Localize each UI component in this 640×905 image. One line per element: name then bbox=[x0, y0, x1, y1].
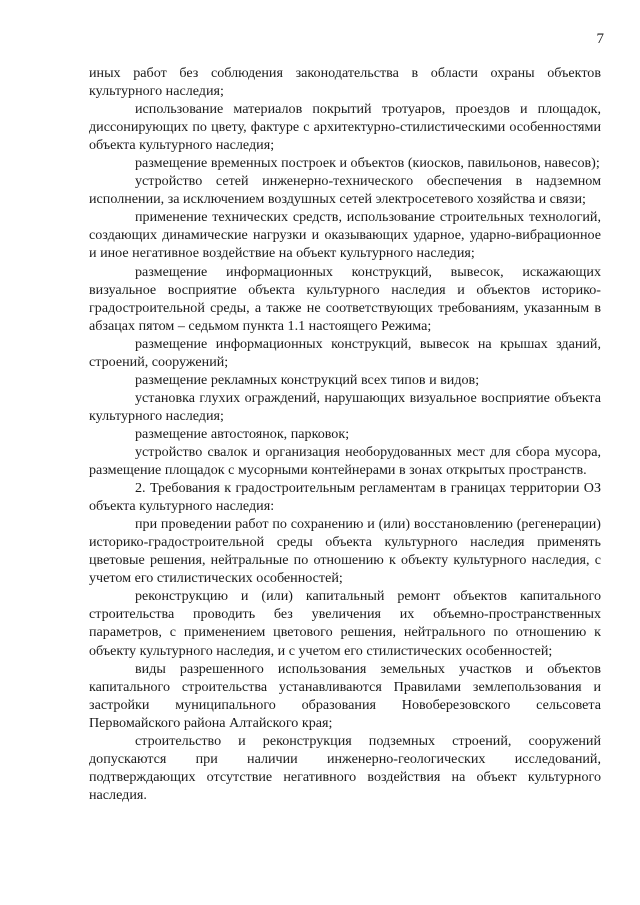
paragraph-waste: устройство свалок и организация необорудованных мест для сбора мусора, размещение площадок с мусорными контейнерами в зонах открытых пространств. bbox=[89, 443, 601, 479]
document-body bbox=[89, 64, 601, 804]
paragraph-information-structures: размещение информационных конструкций, вывесок, искажающих визуальное восприятие объекта культурного наследия и объектов историко-градостроительной среды, а также не соответствующих требованиям, указанным в абзацах пятом – седьмом пункта 1.1 настоящего Режима; bbox=[89, 263, 601, 334]
paragraph-technical-means: применение технических средств, использование строительных технологий, создающих динамические нагрузки и оказывающих ударное, ударно-вибрационное и иное негативное воздействие на объект культурного наследия; bbox=[89, 209, 601, 262]
paragraph-roof-signs: размещение информационных конструкций, вывесок на крышах зданий, строений, сооружений; bbox=[89, 335, 601, 370]
paragraph-underground: строительство и реконструкция подземных строений, сооружений допускаются при наличии инженерно-геологических исследований, подтверждающих отсутствие негативного воздействия на объект культурного наследия. bbox=[89, 732, 601, 803]
paragraph-color-solutions: при проведении работ по сохранению и (или) восстановлению (регенерации) историко-градостроительной среды объекта культурного наследия применять цветовые решения, нейтральные по отношению к объекту культурного наследия, с учетом его стилистических особенностей; bbox=[89, 516, 601, 587]
paragraph-advertising: размещение рекламных конструкций всех типов и видов; bbox=[135, 371, 480, 388]
paragraph-parking: размещение автостоянок, парковок; bbox=[135, 425, 350, 442]
paragraph-temporary-buildings: размещение временных построек и объектов (киосков, павильонов, навесов); bbox=[135, 155, 600, 172]
paragraph-fences: установка глухих ограждений, нарушающих визуальное восприятие объекта культурного наследия; bbox=[89, 389, 601, 424]
page-number: 7 bbox=[596, 31, 604, 47]
paragraph-continuation: иных работ без соблюдения законодательства в области охраны объектов культурного наследия; bbox=[89, 65, 601, 100]
paragraph-reconstruction: реконструкцию и (или) капитальный ремонт объектов капитального строительства проводить без увеличения их объемно-пространственных параметров, с применением цветового решения, нейтрального по отношению к объекту культурного наследия, и с учетом его стилистических особенностей; bbox=[89, 588, 601, 659]
paragraph-sidewalk-materials: использование материалов покрытий тротуаров, проездов и площадок, диссонирующих по цвету, фактуре с архитектурно-стилистическими особенностями объекта культурного наследия; bbox=[89, 101, 601, 154]
paragraph-section-2-heading: 2. Требования к градостроительным регламентам в границах территории ОЗ объекта культурного наследия: bbox=[89, 480, 601, 515]
paragraph-utility-networks: устройство сетей инженерно-технического обеспечения в надземном исполнении, за исключением воздушных сетей электросетевого хозяйства и связи; bbox=[89, 173, 601, 208]
paragraph-land-use: виды разрешенного использования земельных участков и объектов капитального строительства устанавливаются Правилами землепользования и застройки муниципального образования Новоберезовского сельсовета Первомайского района Алтайского края; bbox=[89, 660, 601, 731]
